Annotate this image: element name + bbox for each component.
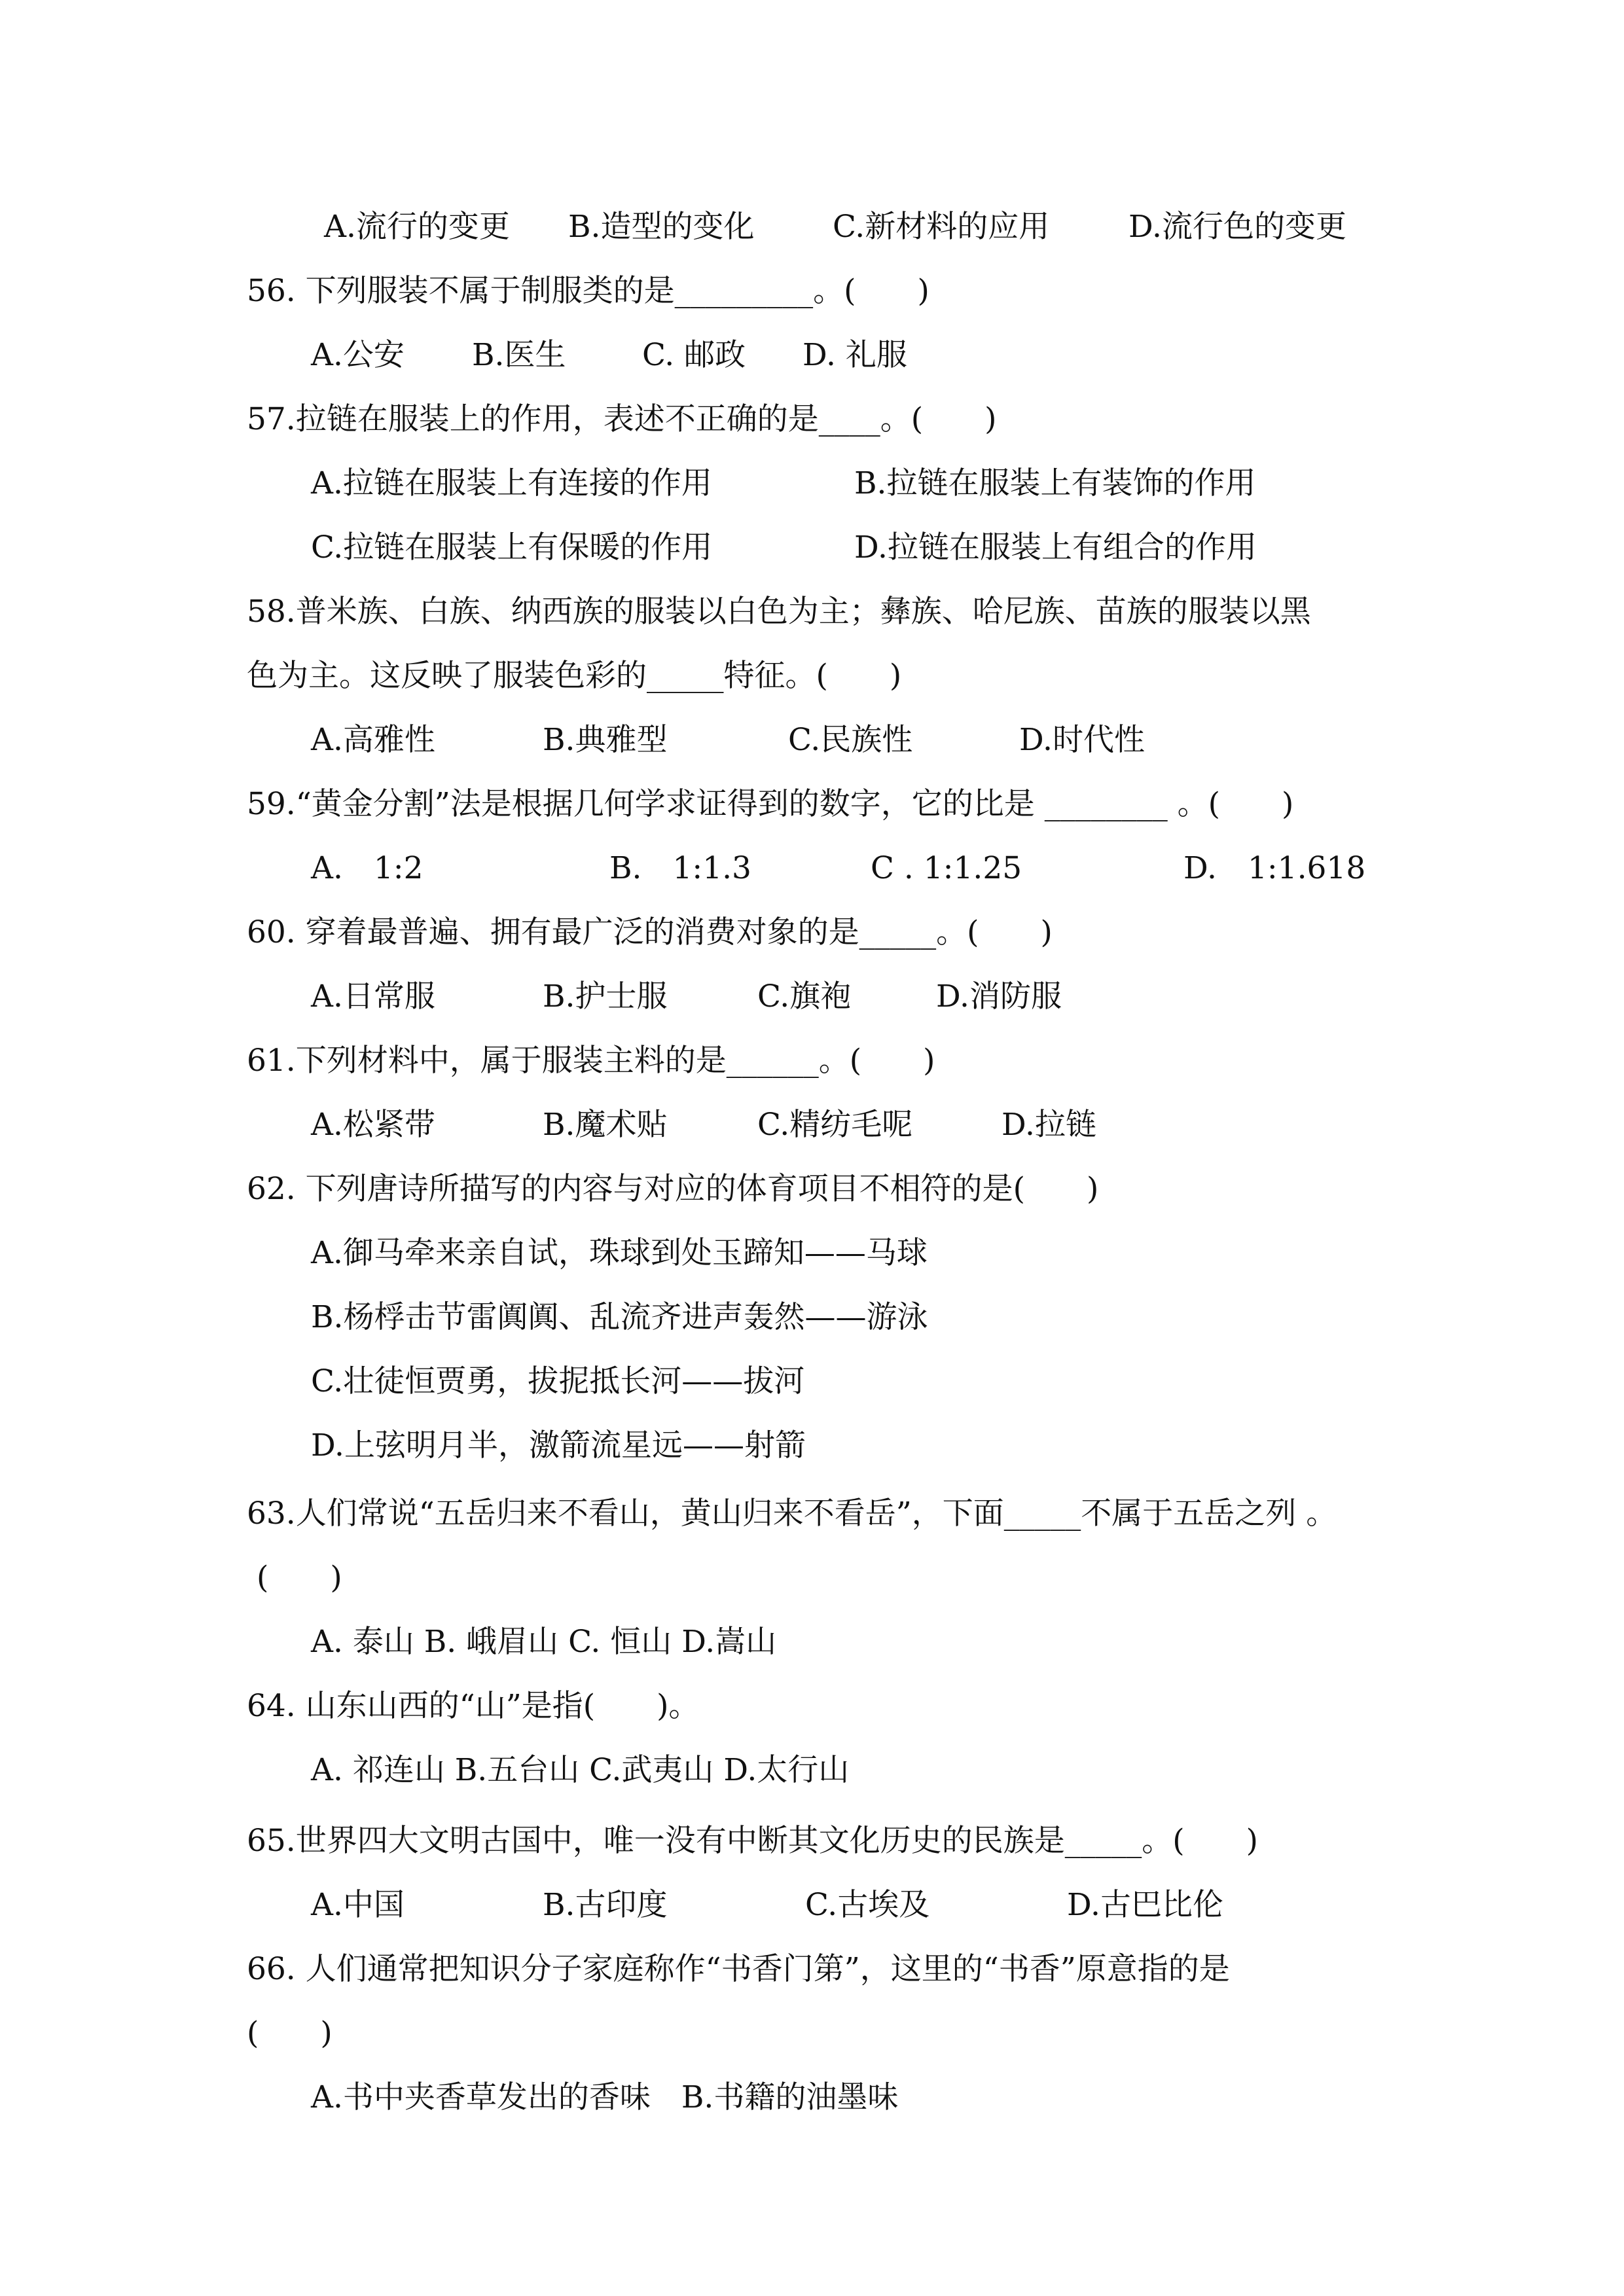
option-b: B.造型的变化 [568,209,755,245]
q58-stem-continued: 色为主。这反映了服装色彩的_____特征。( ) [247,658,902,694]
q62-stem: 62. 下列唐诗所描写的内容与对应的体育项目不相符的是( ) [247,1171,1099,1207]
option-b: B.典雅型 [543,722,668,758]
q66-stem: 66. 人们通常把知识分子家庭称作“书香门第”，这里的“书香”原意指的是 [247,1951,1230,1987]
option-c: C.新材料的应用 [833,209,1050,245]
option-b: B.魔术贴 [543,1107,668,1143]
q64-stem: 64. 山东山西的“山”是指( )。 [247,1688,700,1724]
option-d: D.消防服 [936,978,1062,1014]
option-c: C.精纺毛呢 [757,1107,913,1143]
option-d: D.时代性 [1019,722,1145,758]
option-c: C.旗袍 [757,978,852,1014]
option-d: D.古巴比伦 [1067,1887,1223,1923]
q66-stem-continued: ( ) [247,2015,333,2051]
option-b: B.拉链在服装上有装饰的作用 [854,465,1256,501]
q56-stem: 56. 下列服装不属于制服类的是_________。( ) [247,273,929,309]
q61-stem: 61.下列材料中，属于服装主料的是______。( ) [247,1043,935,1079]
q59-stem: 59.“黄金分割”法是根据几何学求证得到的数字，它的比是 ________ 。( ) [247,786,1294,822]
option-b: B.医生 [472,337,566,373]
q65-stem: 65.世界四大文明古国中，唯一没有中断其文化历史的民族是_____。( ) [247,1823,1258,1859]
q62-option-c: C.壮徒恒贾勇，拔抳抵长河——拔河 [311,1363,805,1399]
option-d: D.拉链在服装上有组合的作用 [854,529,1257,565]
q63-stem: 63.人们常说“五岳归来不看山，黄山归来不看岳”，下面_____不属于五岳之列 。 [247,1496,1337,1532]
option-a: A.拉链在服装上有连接的作用 [311,465,712,501]
option-c: C . 1:1.25 [871,850,1022,886]
q66-options: A.书中夹香草发出的香味 B.书籍的油墨味 [311,2079,899,2115]
q64-options: A. 祁连山 B.五台山 C.武夷山 D.太行山 [311,1752,850,1788]
q57-stem: 57.拉链在服装上的作用，表述不正确的是____。( ) [247,401,997,437]
option-b: B.古印度 [543,1887,668,1923]
option-a: A.高雅性 [311,722,435,758]
option-c: C.民族性 [788,722,913,758]
option-d: D. 1:1.618 [1183,850,1366,886]
q58-stem: 58.普米族、白族、纳西族的服装以白色为主；彝族、哈尼族、苗族的服装以黑 [247,594,1311,630]
option-b: B. 1:1.3 [609,850,751,886]
option-d: D.拉链 [1001,1107,1096,1143]
option-a: A.公安 [311,337,405,373]
q63-stem-continued: ( ) [257,1560,342,1596]
q63-options: A. 泰山 B. 峨眉山 C. 恒山 D.嵩山 [311,1624,777,1660]
q60-stem: 60. 穿着最普遍、拥有最广泛的消费对象的是_____。( ) [247,914,1053,950]
q62-option-d: D.上弦明月半，激箭流星远——射箭 [311,1427,806,1463]
option-a: A.流行的变更 [324,209,510,245]
option-a: A.中国 [311,1887,405,1923]
option-a: A. 1:2 [311,850,424,886]
q62-option-a: A.御马牵来亲自试，珠球到处玉蹄知——马球 [311,1235,928,1271]
option-c: C.古埃及 [805,1887,930,1923]
option-d: D. 礼服 [803,337,907,373]
option-a: A.日常服 [311,978,435,1014]
option-c: C. 邮政 [642,337,746,373]
option-a: A.松紧带 [311,1107,435,1143]
option-d: D.流行色的变更 [1128,209,1346,245]
option-b: B.护士服 [543,978,668,1014]
q62-option-b: B.杨桴击节雷阗阗、乱流齐进声轰然——游泳 [311,1299,928,1335]
option-c: C.拉链在服装上有保暖的作用 [311,529,713,565]
